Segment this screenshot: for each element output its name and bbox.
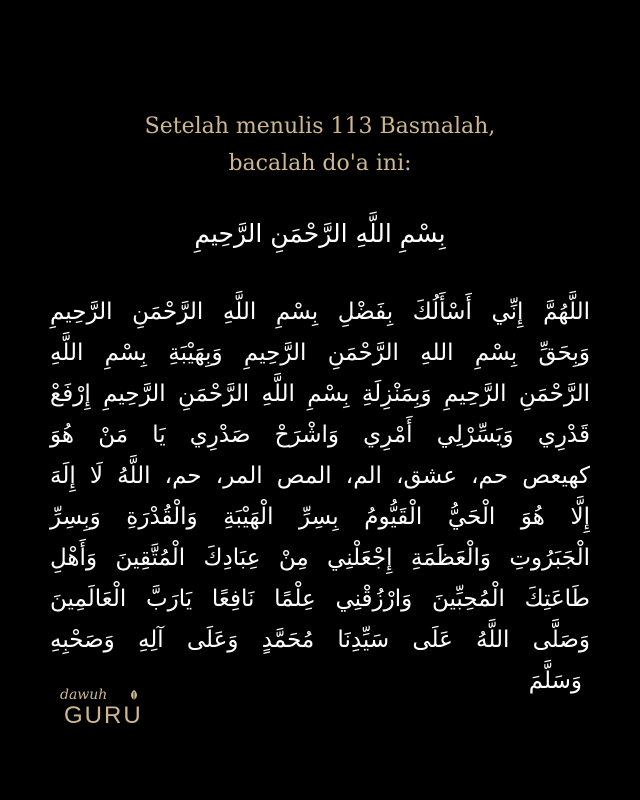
logo-script-text: dawuh [60,687,108,703]
dawuh-guru-logo [52,686,142,740]
basmalah-text: بِسْمِ اللَّهِ الرَّحْمَنِ الرَّحِيمِ [194,219,446,248]
doa-line: كهيعص حم، عشق، الم، المص المر، حم، اللَّهُ لَا إِلَهَ [50,463,590,489]
doa-line: الْجَبَرُوتِ وَالْعَظَمَةِ إِجْعَلْنِي مِنْ عِبَادِكَ الْمُتَّقِينَ وَأَهْلِ [50,545,590,571]
doa-line: وَبِحَقِّ بِسْمِ اللهِ الرَّحْمَنِ الرَّحِيمِ وَبِهَيْبَةِ بِسْمِ اللَّهِ [50,340,590,366]
doa-text [50,292,590,702]
doa-line: الرَّحْمَنِ الرَّحِيمِ وَبِمَنْزِلَةِ بِسْمِ اللَّهِ الرَّحْمَنِ الرَّحِيمِ إِرْفَعْ [50,381,590,407]
instruction-line-2: bacalah do'a ini: [228,151,412,176]
doa-line: إِلَّا هُوَ الْحَيُّ الْقَيُّومُ بِسِرِّ الْهَيْبَةِ وَالْقُدْرَةِ وَبِسِرِّ [50,504,590,530]
instruction-heading [0,108,640,182]
doa-line-final: وَسَلَّمَ [528,668,582,694]
instruction-line-1: Setelah menulis 113 Basmalah, [144,114,496,139]
doa-line: اللَّهُمَّ إِنِّي أَسْأَلُكَ بِفَضْلِ بِسْمِ اللَّهِ الرَّحْمَنِ الرَّحِيمِ [50,299,590,325]
doa-line: قَدْرِي وَيَسِّرْلِي أَمْرِي وَاشْرَحْ صَدْرِي يَا مَنْ هُوَ [50,422,590,448]
doa-line: وَصَلَّى اللَّهُ عَلَى سَيِّدِنَا مُحَمَّدٍ وَعَلَى آلِهِ وَصَحْبِهِ [50,627,590,653]
doa-line: طَاعَتِكَ الْمُحِبِّينَ وَارْزُقْنِي عِلْمًا نَافِعًا يَارَبَّ الْعَالَمِينَ [50,586,590,612]
logo-wordmark: GURU [64,702,143,729]
